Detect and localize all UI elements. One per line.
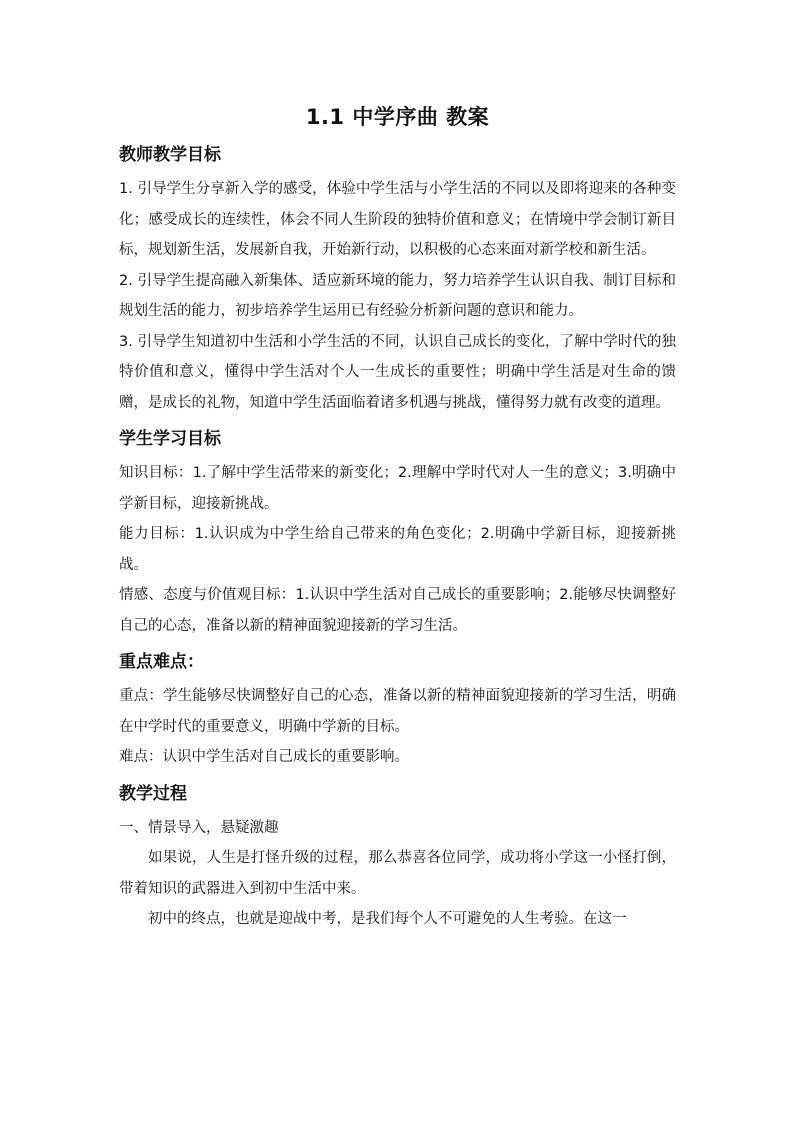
key-point-item: 难点：认识中学生活对自己成长的重要影响。 bbox=[119, 749, 409, 765]
teacher-goal-item: 3. 引导学生知道初中生活和小学生活的不同，认识自己成长的变化，了解中学时代的独特价值和意义，懂得中学生活对个人一生成长的重要性；明确中学生活是对生命的馈赠，是成长的礼物，知道中学生活面临着诸多机遇与挑战，懂得努力就有改变的道理。 bbox=[119, 333, 676, 411]
teacher-goal-item: 2. 引导学生提高融入新集体、适应新环境的能力，努力培养学生认识自我、制订目标和规划生活的能力，初步培养学生运用已有经验分析新问题的意识和能力。 bbox=[119, 272, 676, 319]
process-subheading: 一、情景导入，悬疑激趣 bbox=[119, 819, 279, 836]
key-point-item: 重点：学生能够尽快调整好自己的心态，准备以新的精神面貌迎接新的学习生活，明确在中学时代的重要意义，明确中学新的目标。 bbox=[119, 688, 676, 735]
process-paragraph: 初中的终点，也就是迎战中考，是我们每个人不可避免的人生考验。在这一 bbox=[148, 911, 627, 927]
teacher-goal-item: 1. 引导学生分享新入学的感受，体验中学生活与小学生活的不同以及即将迎来的各种变化；感受成长的连续性，体会不同人生阶段的独特价值和意义；在情境中学会制订新目标，规划新生活，发展新自我，开始新行动，以积极的心态来面对新学校和新生活。 bbox=[119, 181, 676, 258]
process-paragraph: 如果说，人生是打怪升级的过程，那么恭喜各位同学，成功将小学这一小怪打倒，带着知识的武器进入到初中生活中来。 bbox=[119, 850, 676, 897]
document-title: 1.1 中学序曲 教案 bbox=[305, 105, 490, 129]
section-heading-student-goals: 学生学习目标 bbox=[119, 429, 221, 449]
section-heading-key-points: 重点难点： bbox=[119, 652, 204, 672]
student-goal-item: 情感、态度与价值观目标：1.认识中学生活对自己成长的重要影响；2.能够尽快调整好自己的心态，准备以新的精神面貌迎接新的学习生活。 bbox=[119, 587, 676, 634]
student-goal-item: 知识目标：1.了解中学生活带来的新变化；2.理解中学时代对人一生的意义；3.明确中学新目标，迎接新挑战。 bbox=[119, 465, 676, 512]
section-heading-teacher-goals: 教师教学目标 bbox=[119, 145, 221, 165]
document-page bbox=[119, 100, 676, 935]
student-goal-item: 能力目标：1.认识成为中学生给自己带来的角色变化；2.明确中学新目标，迎接新挑战。 bbox=[119, 526, 676, 573]
section-heading-process: 教学过程 bbox=[119, 783, 187, 804]
